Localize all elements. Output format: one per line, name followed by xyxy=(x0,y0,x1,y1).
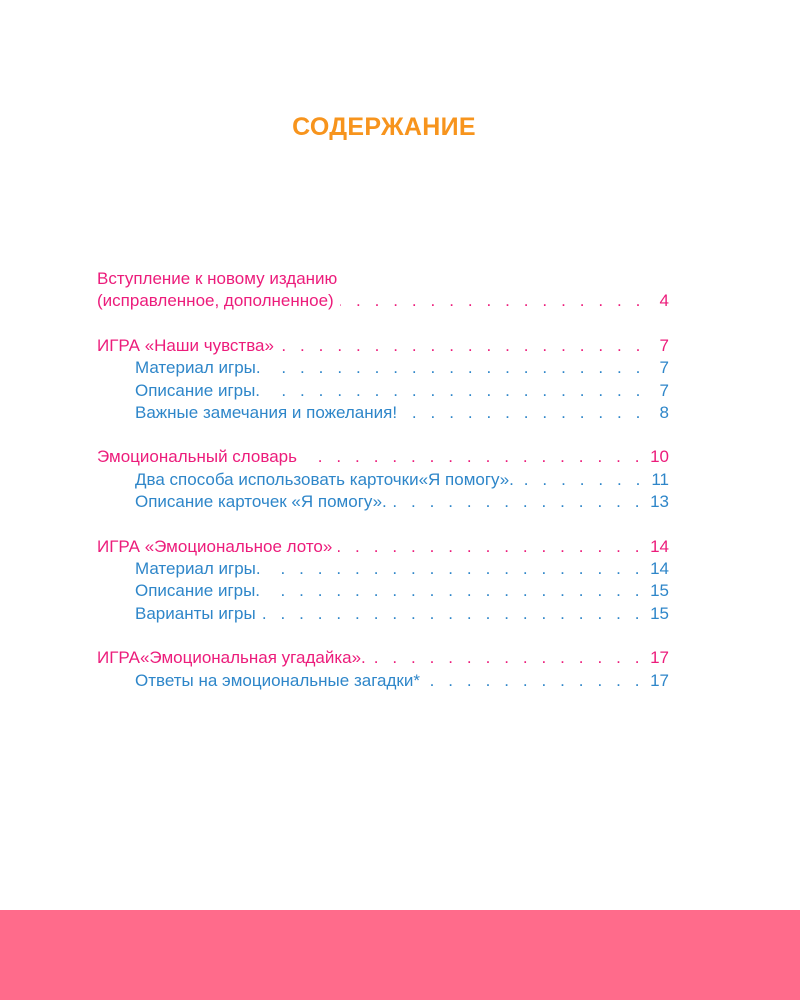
toc-entry-label: ИГРА«Эмоциональная угадайка». xyxy=(97,648,366,668)
dot-leader xyxy=(340,290,645,312)
footer-band xyxy=(0,910,800,1000)
toc-page-number: 10 xyxy=(650,447,669,467)
dot-leader xyxy=(303,446,644,468)
toc-subentry-notes[interactable] xyxy=(97,402,669,424)
toc-page-number: 7 xyxy=(659,358,669,378)
toc-page-number: 15 xyxy=(650,581,669,601)
toc-subentry-two-ways[interactable] xyxy=(97,469,669,491)
toc-page-number: 13 xyxy=(650,492,669,512)
toc-subentry-description[interactable] xyxy=(97,580,669,602)
toc-entry-label: Материал игры. xyxy=(135,358,261,378)
dot-leader xyxy=(338,536,644,558)
toc-entry-label: Материал игры. xyxy=(135,559,261,579)
toc-page-number: 17 xyxy=(650,670,669,690)
dot-leader xyxy=(262,603,644,625)
toc-entry-label: Описание карточек «Я помогу». xyxy=(135,492,387,512)
dot-leader xyxy=(403,402,645,424)
toc-entry-label: ИГРА «Эмоциональное лото» xyxy=(97,536,333,556)
toc-entry-label: Эмоциональный словарь xyxy=(97,447,297,467)
toc-entry-label: (исправленное, дополненное) xyxy=(97,291,334,311)
toc-subentry-description[interactable] xyxy=(97,380,669,402)
toc-group-game1 xyxy=(97,335,669,425)
page-title: СОДЕРЖАНИЕ xyxy=(292,113,476,141)
dot-leader xyxy=(266,580,644,602)
toc-subentry-material[interactable] xyxy=(97,558,669,580)
toc-group-game3 xyxy=(97,647,669,692)
toc-page-number: 15 xyxy=(650,603,669,623)
toc-page-number: 17 xyxy=(650,648,669,668)
toc-entry-game2[interactable] xyxy=(97,536,669,558)
table-of-contents xyxy=(97,268,669,714)
toc-subentry-cards-description[interactable] xyxy=(97,491,669,513)
toc-subentry-variants[interactable] xyxy=(97,603,669,625)
toc-entry-dictionary[interactable] xyxy=(97,446,669,468)
toc-entry-label: Описание игры. xyxy=(135,581,261,601)
dot-leader xyxy=(267,357,645,379)
toc-entry-game3[interactable] xyxy=(97,647,669,669)
dot-leader xyxy=(266,380,645,402)
dot-leader xyxy=(372,647,644,669)
toc-page-number: 8 xyxy=(659,403,669,423)
toc-entry-intro-line2[interactable] xyxy=(97,290,669,312)
toc-group-intro xyxy=(97,268,669,313)
toc-subentry-material[interactable] xyxy=(97,357,669,379)
toc-entry-label: Два способа использовать карточки«Я помогу». xyxy=(135,469,514,489)
dot-leader xyxy=(520,469,645,491)
toc-entry-label: ИГРА «Наши чувства» xyxy=(97,335,274,355)
toc-entry-label: Ответы на эмоциональные загадки* xyxy=(135,670,420,690)
toc-group-dictionary xyxy=(97,446,669,513)
toc-page-number: 14 xyxy=(650,536,669,556)
dot-leader xyxy=(393,491,644,513)
toc-entry-game1[interactable] xyxy=(97,335,669,357)
dot-leader xyxy=(267,558,644,580)
toc-subentry-answers[interactable] xyxy=(97,670,669,692)
toc-entry-intro-line1[interactable] xyxy=(97,268,669,290)
toc-entry-label: Описание игры. xyxy=(135,380,261,400)
toc-page-number: 14 xyxy=(650,559,669,579)
dot-leader xyxy=(280,335,645,357)
dot-leader xyxy=(426,670,644,692)
toc-page-number: 4 xyxy=(659,291,669,311)
toc-page-number: 11 xyxy=(651,469,669,489)
toc-entry-label: Вступление к новому изданию xyxy=(97,269,338,288)
toc-page-number: 7 xyxy=(659,380,669,400)
toc-entry-label: Важные замечания и пожелания! xyxy=(135,403,398,423)
toc-entry-label: Варианты игры xyxy=(135,603,256,623)
toc-page-number: 7 xyxy=(659,335,669,355)
toc-group-game2 xyxy=(97,536,669,626)
